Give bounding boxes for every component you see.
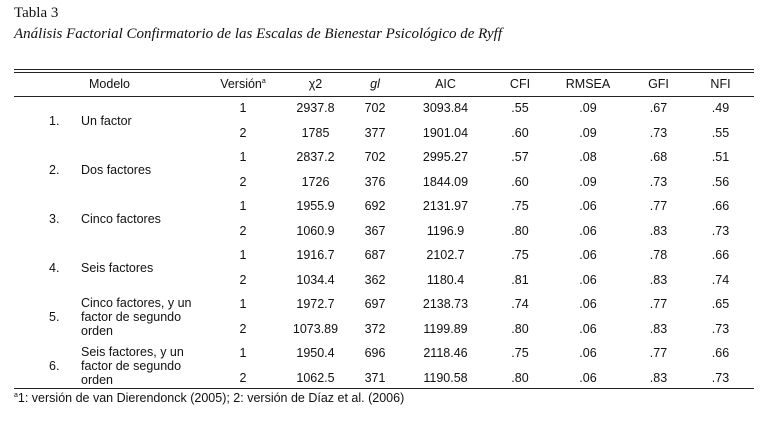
cell-rmsea: .06 [579, 370, 597, 385]
table-row [14, 194, 754, 219]
table-row [14, 243, 754, 268]
results-table [14, 72, 754, 390]
cell-gfi: .67 [649, 101, 668, 116]
cell-gfi: .83 [649, 321, 668, 336]
cell-cfi: .81 [511, 272, 529, 287]
cell-version: 2 [239, 223, 247, 238]
cell-version: 1 [239, 248, 247, 263]
model-number: 2. [49, 162, 60, 177]
cell-gfi: .83 [649, 272, 668, 287]
cell-aic: 2138.73 [422, 297, 469, 312]
table-row [14, 292, 754, 317]
col-header-modelo: Modelo [89, 77, 130, 91]
cell-aic: 1199.89 [423, 321, 468, 336]
cell-version: 1 [239, 346, 247, 361]
table-row [14, 96, 754, 121]
cell-nfi: .66 [711, 199, 730, 214]
cell-chi2: 1726 [301, 174, 330, 189]
cell-rmsea: .06 [579, 248, 597, 263]
cell-gl: 696 [364, 346, 386, 361]
cell-cfi: .80 [511, 321, 529, 336]
model-number: 4. [49, 260, 60, 275]
cell-nfi: .73 [711, 321, 730, 336]
col-header-rmsea: RMSEA [565, 77, 611, 91]
cell-gl: 702 [364, 101, 386, 116]
cell-nfi: .49 [711, 101, 730, 116]
cell-aic: 2131.97 [422, 199, 469, 214]
cell-rmsea: .06 [579, 346, 597, 361]
model-number: 3. [49, 211, 60, 226]
cell-version: 2 [239, 125, 247, 140]
cell-chi2: 1062.5 [296, 370, 335, 385]
cell-version: 2 [239, 370, 247, 385]
cell-version: 2 [239, 321, 247, 336]
cell-gfi: .83 [649, 223, 668, 238]
cell-aic: 1844.09 [422, 174, 469, 189]
cell-chi2: 1785 [301, 125, 330, 140]
cell-rmsea: .06 [579, 199, 597, 214]
model-name: Seis factores [81, 260, 154, 275]
model-name: Seis factores, y un factor de segundo orden [81, 344, 184, 387]
cell-chi2: 1916.7 [296, 248, 335, 263]
cell-rmsea: .06 [579, 297, 597, 312]
cell-cfi: .80 [511, 223, 529, 238]
model-name: Un factor [81, 113, 132, 128]
cell-rmsea: .09 [579, 101, 597, 116]
cell-nfi: .66 [711, 248, 730, 263]
cell-cfi: .75 [511, 248, 529, 263]
cell-nfi: .55 [711, 125, 730, 140]
table-row [14, 145, 754, 170]
cell-cfi: .60 [511, 174, 529, 189]
cell-gl: 371 [364, 370, 386, 385]
col-header-gl: gl [370, 77, 380, 91]
cell-gfi: .73 [649, 125, 668, 140]
cell-rmsea: .06 [579, 321, 597, 336]
cell-gl: 377 [364, 125, 386, 140]
table-label: Tabla 3 [14, 5, 59, 21]
cell-nfi: .66 [711, 346, 730, 361]
model-number: 1. [49, 113, 60, 128]
cell-nfi: .65 [711, 297, 730, 312]
cell-gl: 687 [364, 248, 386, 263]
cell-version: 2 [239, 272, 247, 287]
cell-nfi: .73 [711, 223, 730, 238]
cell-cfi: .55 [511, 101, 529, 116]
cell-nfi: .73 [711, 370, 730, 385]
cell-cfi: .57 [511, 150, 529, 165]
cell-chi2: 1034.4 [296, 272, 335, 287]
cell-gl: 697 [364, 297, 386, 312]
model-name: Cinco factores [81, 211, 161, 226]
cell-nfi: .51 [711, 150, 730, 165]
cell-gl: 702 [364, 150, 386, 165]
col-header-aic: AIC [435, 77, 456, 91]
cell-gl: 692 [364, 199, 386, 214]
cell-version: 1 [239, 297, 247, 312]
cell-gl: 376 [364, 174, 386, 189]
cell-cfi: .75 [511, 199, 529, 214]
cell-gl: 362 [364, 272, 386, 287]
cell-cfi: .74 [511, 297, 529, 312]
cell-aic: 2102.7 [426, 248, 465, 263]
model-number: 5. [49, 309, 60, 324]
cell-chi2: 1060.9 [296, 223, 335, 238]
col-header-chi2: χ2 [308, 77, 323, 91]
cell-aic: 3093.84 [422, 101, 469, 116]
cell-cfi: .80 [511, 370, 529, 385]
footnote: $^a$1: versión de van Dierendonck (2005); 2: versión de Díaz et al. (2006) [14, 391, 405, 405]
cell-aic: 1190.58 [423, 370, 468, 385]
cell-chi2: 1073.89 [292, 321, 339, 336]
col-header-cfi: CFI [509, 77, 531, 91]
cell-chi2: 1950.4 [296, 346, 335, 361]
header-row [14, 72, 754, 96]
cell-nfi: .56 [711, 174, 730, 189]
cell-aic: 2118.46 [423, 346, 468, 361]
col-header-gfi: GFI [648, 77, 669, 91]
cell-version: 1 [239, 199, 247, 214]
cell-gfi: .73 [649, 174, 668, 189]
cell-rmsea: .09 [579, 125, 597, 140]
cell-chi2: 2837.2 [296, 150, 335, 165]
cell-gfi: .77 [649, 297, 668, 312]
cell-version: 2 [239, 174, 247, 189]
table-title: Análisis Factorial Confirmatorio de las Escalas de Bienestar Psicológico de Ryff [14, 26, 503, 42]
cell-gfi: .83 [649, 370, 668, 385]
cell-nfi: .74 [711, 272, 730, 287]
cell-aic: 1901.04 [422, 125, 469, 140]
cell-gfi: .77 [649, 346, 668, 361]
cell-aic: 1180.4 [426, 272, 465, 287]
cell-rmsea: .06 [579, 223, 597, 238]
cell-chi2: 2937.8 [296, 101, 335, 116]
cell-gfi: .77 [649, 199, 668, 214]
model-name: Dos factores [81, 162, 152, 177]
cell-cfi: .60 [511, 125, 529, 140]
model-name: Cinco factores, y un factor de segundo orden [81, 295, 192, 338]
cell-version: 1 [239, 101, 247, 116]
cell-gl: 367 [364, 223, 386, 238]
cell-chi2: 1972.7 [296, 297, 335, 312]
model-number: 6. [49, 358, 60, 373]
col-header-nfi: NFI [710, 77, 731, 91]
cell-cfi: .75 [511, 346, 529, 361]
col-header-version: Versión$^a$ [220, 77, 266, 91]
cell-aic: 2995.27 [422, 150, 469, 165]
cell-gl: 372 [364, 321, 386, 336]
cell-gfi: .68 [649, 150, 668, 165]
cell-version: 1 [239, 150, 247, 165]
cell-rmsea: .06 [579, 272, 597, 287]
table-row [14, 341, 754, 366]
cell-gfi: .78 [649, 248, 668, 263]
cell-aic: 1196.9 [426, 223, 465, 238]
cell-rmsea: .09 [579, 174, 597, 189]
cell-chi2: 1955.9 [296, 199, 335, 214]
cell-rmsea: .08 [579, 150, 597, 165]
